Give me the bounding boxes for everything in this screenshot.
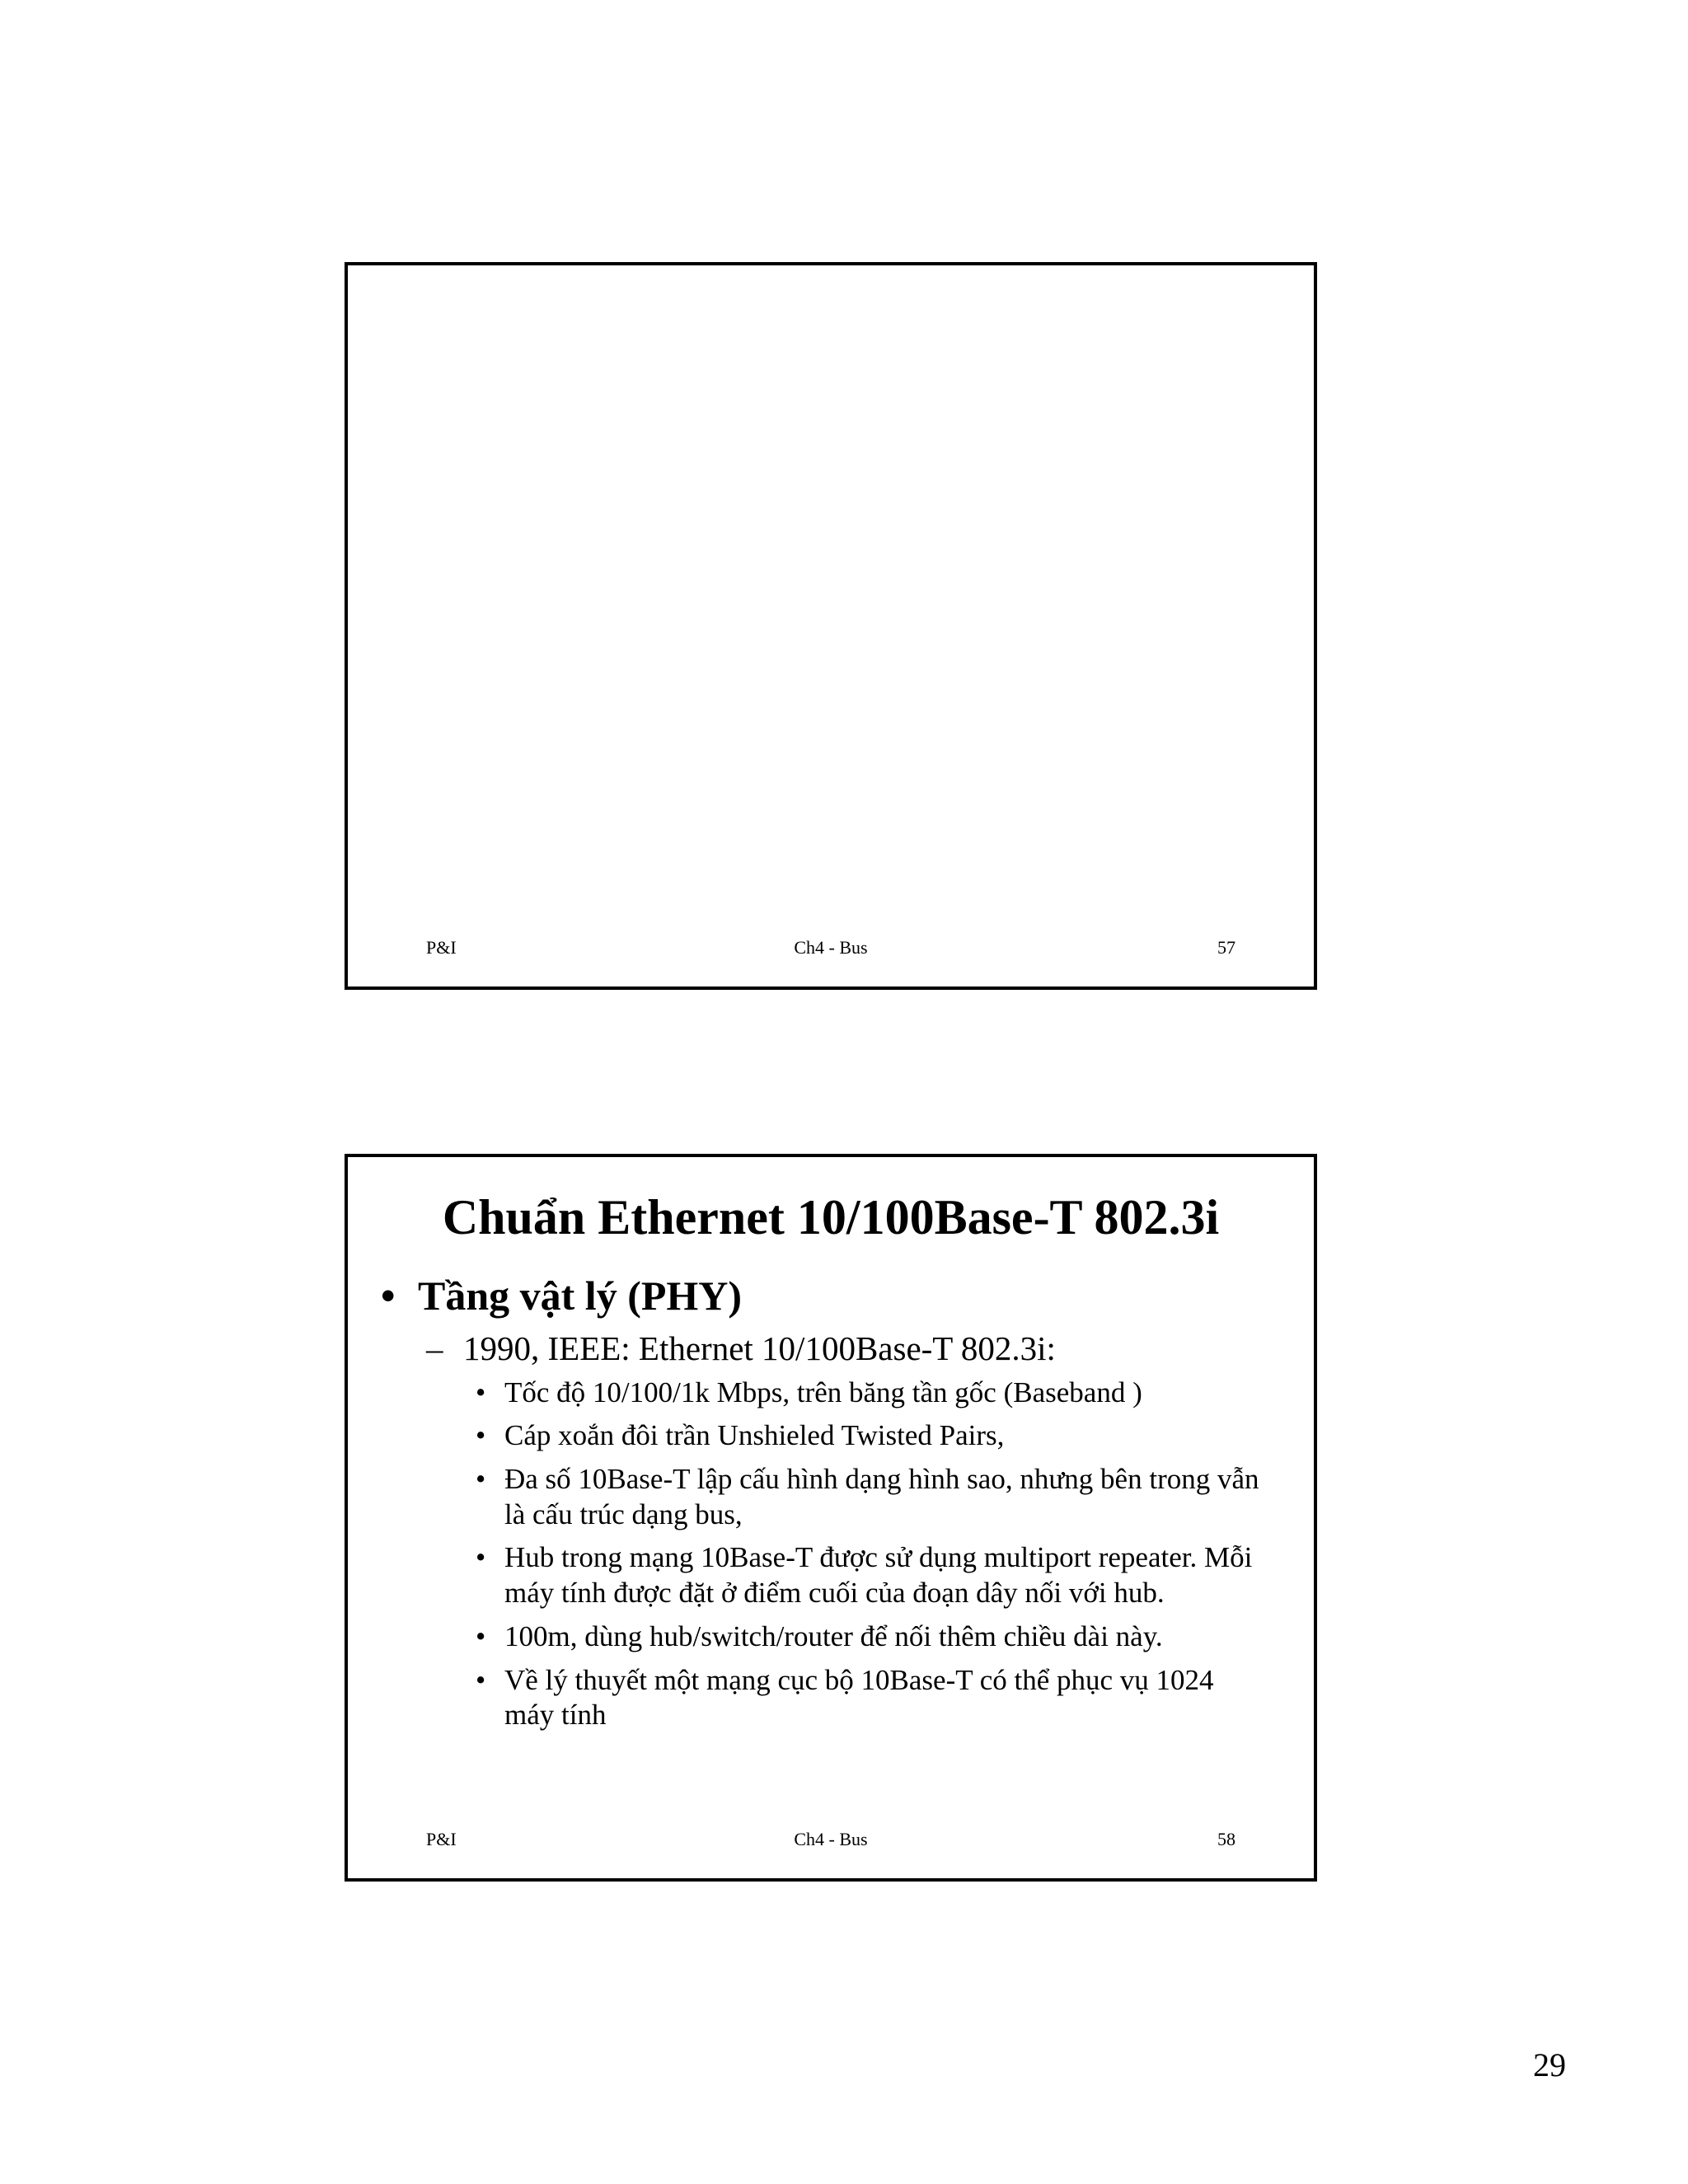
slide-57 [345,262,1317,990]
page-number: 29 [1533,2046,1566,2083]
bullet-marker: • [476,1663,486,1696]
list-item [476,1540,1264,1610]
bullet-level-1 [381,1272,1264,1320]
footer-slide-number: 58 [1217,1829,1236,1849]
footer-center: Ch4 - Bus [794,937,868,958]
slide-footer [348,1829,1314,1854]
list-item-text: Cáp xoắn đôi trần Unshieled Twisted Pairs, [504,1419,1005,1452]
list-item [476,1619,1264,1655]
slide-content [381,1272,1264,1741]
bullet-marker: • [476,1376,486,1408]
dash-marker: – [426,1329,443,1367]
bullet-level-3-list [476,1376,1264,1733]
list-item-text: Đa số 10Base-T lập cấu hình dạng hình sao, nhưng bên trong vẫn là cấu trúc dạng bus, [504,1463,1259,1530]
list-item [476,1418,1264,1454]
bullet-marker: • [476,1541,486,1574]
list-item-text: 100m, dùng hub/switch/router để nối thêm chiều dài này. [504,1619,1163,1652]
bullet-marker: • [381,1272,396,1319]
list-item-text: Về lý thuyết một mạng cục bộ 10Base-T có thể phục vụ 1024 máy tính [504,1663,1214,1732]
footer-left: P&I [426,937,457,958]
slide-title: Chuẩn Ethernet 10/100Base-T 802.3i [442,1190,1220,1244]
footer-left: P&I [426,1829,457,1849]
list-item [476,1376,1264,1411]
footer-center: Ch4 - Bus [794,1829,868,1849]
bullet-text: Tầng vật lý (PHY) [418,1272,743,1319]
slide-58 [345,1154,1317,1882]
bullet-marker: • [476,1419,486,1452]
list-item-text: Hub trong mạng 10Base-T được sử dụng multiport repeater. Mỗi máy tính được đặt ở điểm cuối của đoạn dây nối với hub. [504,1541,1253,1610]
bullet-marker: • [476,1463,486,1496]
list-item [476,1462,1264,1532]
sub-bullet-text: 1990, IEEE: Ethernet 10/100Base-T 802.3i: [463,1329,1056,1367]
slide-footer [348,937,1314,962]
footer-slide-number: 57 [1217,937,1236,958]
bullet-marker: • [476,1619,486,1652]
bullet-level-2 [426,1329,1264,1369]
list-item [476,1663,1264,1733]
list-item-text: Tốc độ 10/100/1k Mbps, trên băng tần gốc (Baseband ) [504,1376,1142,1408]
